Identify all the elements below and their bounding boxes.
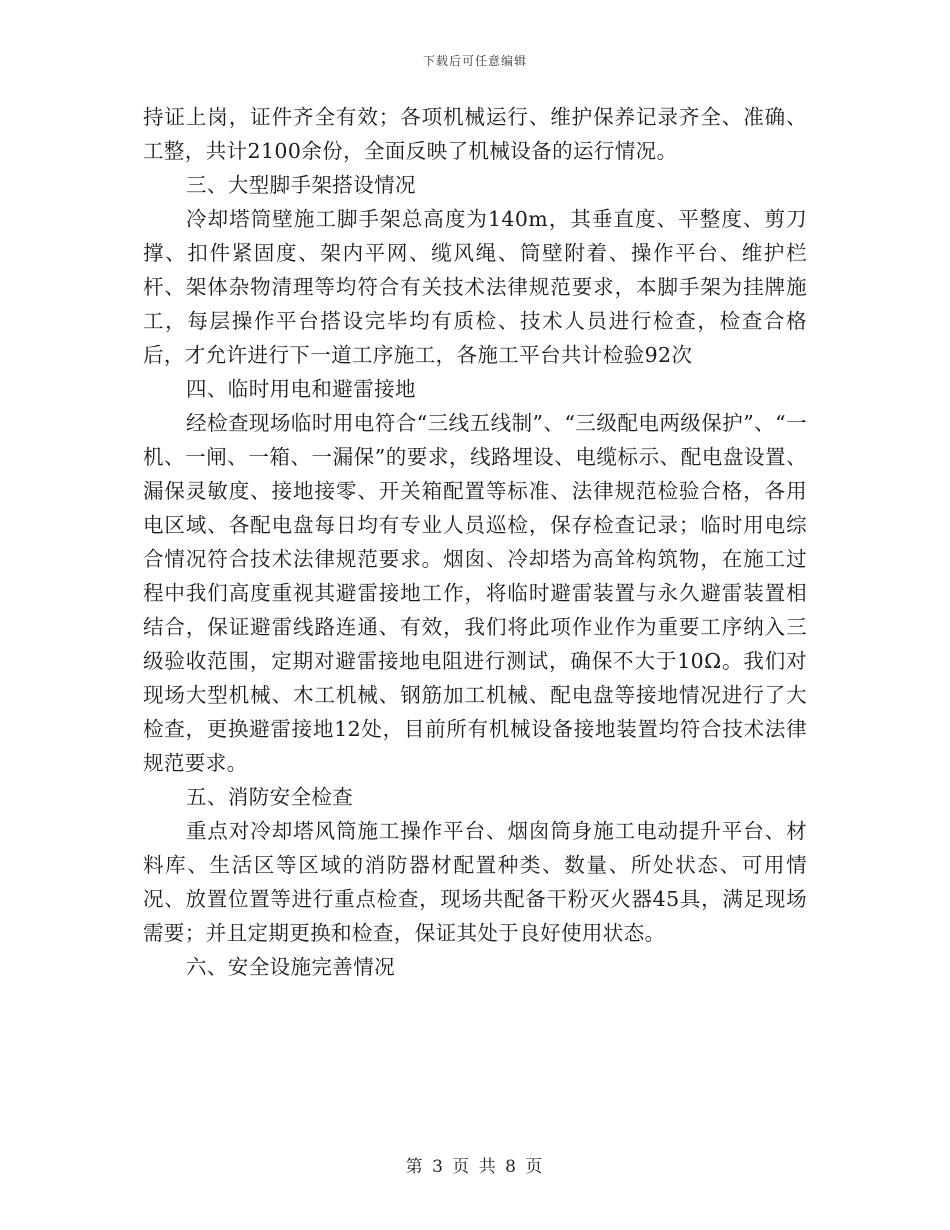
- header-note: 下载后可任意编辑: [422, 54, 527, 68]
- section-heading: 六、安全设施完善情况: [186, 955, 395, 979]
- section-heading: 五、消防安全检查: [186, 785, 354, 809]
- document-body: [143, 100, 807, 984]
- page-number: 第 3 页 共 8 页: [405, 1157, 545, 1177]
- page-footer: [0, 1152, 950, 1177]
- section-heading: 三、大型脚手架搭设情况: [186, 173, 416, 197]
- paragraph: 重点对冷却塔风筒施工操作平台、烟囱筒身施工电动提升平台、材料库、生活区等区域的消防器材配置种类、数量、所处状态、可用情况、放置位置等进行重点检查，现场共配备干粉灭火器45具，满足现场需要；并且定期更换和检查，保证其处于良好使用状态。: [143, 819, 807, 945]
- paragraph: 持证上岗，证件齐全有效；各项机械运行、维护保养记录齐全、准确、工整，共计2100余份，全面反映了机械设备的运行情况。: [143, 105, 807, 163]
- paragraph: 冷却塔筒壁施工脚手架总高度为140m，其垂直度、平整度、剪刀撑、扣件紧固度、架内平网、缆风绳、筒壁附着、操作平台、维护栏杆、架体杂物清理等均符合有关技术法律规范要求，本脚手架为挂牌施工，每层操作平台搭设完毕均有质检、技术人员进行检查，检查合格后，才允许进行下一道工序施工，各施工平台共计检验92次: [143, 207, 807, 367]
- paragraph: 经检查现场临时用电符合“三线五线制”、“三级配电两级保护”、“一机、一闸、一箱、一漏保”的要求，线路埋设、电缆标示、配电盘设置、漏保灵敏度、接地接零、开关箱配置等标准、法律规范检验合格，各用电区域、各配电盘每日均有专业人员巡检，保存检查记录；临时用电综合情况符合技术法律规范要求。烟囱、冷却塔为高耸构筑物，在施工过程中我们高度重视其避雷接地工作，将临时避雷装置与永久避雷装置相结合，保证避雷线路连通、有效，我们将此项作业作为重要工序纳入三级验收范围，定期对避雷接地电阻进行测试，确保不大于10Ω。我们对现场大型机械、木工机械、钢筋加工机械、配电盘等接地情况进行了大检查，更换避雷接地12处，目前所有机械设备接地装置均符合技术法律规范要求。: [143, 411, 807, 775]
- section-heading: 四、临时用电和避雷接地: [186, 377, 416, 401]
